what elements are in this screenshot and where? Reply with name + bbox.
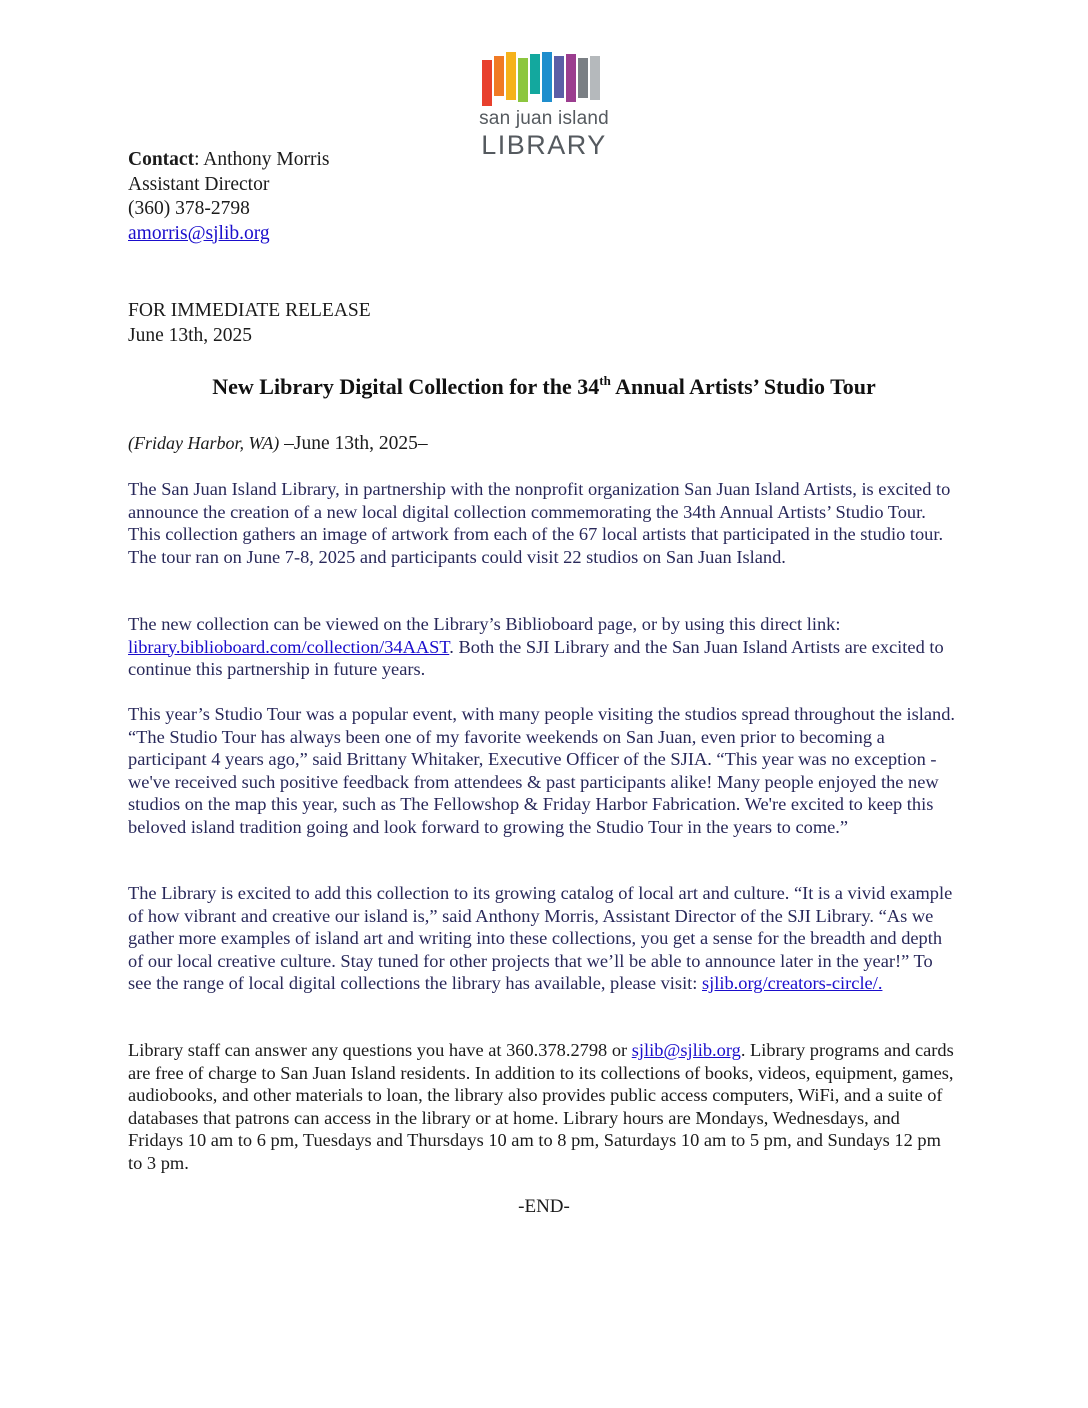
logo-bar bbox=[578, 58, 588, 98]
headline-superscript: th bbox=[599, 373, 611, 388]
logo-bar bbox=[506, 52, 516, 100]
logo-bar bbox=[518, 58, 528, 102]
contact-phone: (360) 378-2798 bbox=[128, 198, 250, 219]
contact-email-link[interactable]: amorris@sjlib.org bbox=[128, 222, 270, 244]
contact-block bbox=[128, 148, 330, 246]
logo-bar bbox=[542, 52, 552, 102]
headline: New Library Digital Collection for the 34th Annual Artists’ Studio Tour bbox=[212, 373, 876, 399]
biblioboard-link[interactable]: library.biblioboard.com/collection/34AAST bbox=[128, 636, 450, 657]
sjlib-email-link[interactable]: sjlib@sjlib.org bbox=[631, 1040, 741, 1060]
contact-label: Contact bbox=[128, 149, 195, 170]
logo-bar bbox=[482, 60, 492, 106]
paragraph-collection-link: The new collection can be viewed on the Library’s Biblioboard page, or by using this direct link: library.biblioboard.com/collection/34AAST. Both the SJI Library and the San Juan Island Artists are excited to continue this partnership in future years. bbox=[128, 614, 944, 679]
paragraph-intro: The San Juan Island Library, in partnership with the nonprofit organization San Juan Island Artists, is excited to announce the creation of a new local digital collection commemorating the 34th Annual Artists’ Studio Tour. This collection gathers an image of artwork from each of the 67 local artists that participated in the studio tour. The tour ran on June 7-8, 2025 and participants could visit 22 studios on San Juan Island. bbox=[128, 479, 951, 567]
contact-title: Assistant Director bbox=[128, 173, 270, 195]
library-logo bbox=[474, 52, 614, 162]
logo-text-line2: LIBRARY bbox=[481, 130, 607, 160]
logo-bar bbox=[554, 56, 564, 98]
logo-bar bbox=[530, 54, 540, 94]
logo-bars-icon bbox=[478, 52, 610, 106]
dateline bbox=[128, 433, 428, 455]
logo-text-line1: san juan island bbox=[479, 108, 609, 129]
paragraph-library-quote: The Library is excited to add this collection to its growing catalog of local art and culture. “It is a vivid example of how vibrant and creative our island is,” said Anthony Morris, Assistant Director of the SJI Library. “As we gather more examples of island art and writing into these collections, you get a sense for the breadth and depth of our local creative culture. Stay tuned for other projects that we’ll be able to announce later in the year!” To see the range of local digital collections the library has available, please visit: sjlib.org/creators-circle/. bbox=[128, 883, 953, 993]
logo-bar bbox=[590, 56, 600, 100]
logo-bar bbox=[566, 54, 576, 102]
release-date: June 13th, 2025 bbox=[128, 325, 253, 346]
logo-bar bbox=[494, 56, 504, 96]
dateline-place: (Friday Harbor, WA) bbox=[128, 433, 280, 453]
paragraph-library-info: Library staff can answer any questions you have at 360.378.2798 or sjlib@sjlib.org. Library programs and cards are free of charge to San Juan Island residents. In addition to its collections of books, videos, equipment, games, audiobooks, and other materials to loan, the library also provides public access computers, WiFi, and a suite of databases that patrons can access in the library or at home. Library hours are Mondays, Wednesdays, and Fridays 10 am to 6 pm, Tuesdays and Thursdays 10 am to 8 pm, Saturdays 10 am to 5 pm, and Sundays 12 pm to 3 pm. bbox=[128, 1040, 954, 1173]
creators-circle-link[interactable]: sjlib.org/creators-circle/. bbox=[702, 973, 883, 993]
end-mark: -END- bbox=[518, 1196, 570, 1217]
release-block bbox=[128, 298, 371, 348]
release-label: FOR IMMEDIATE RELEASE bbox=[128, 300, 371, 321]
dateline-date: –June 13th, 2025– bbox=[279, 433, 428, 454]
paragraph-studio-tour: This year’s Studio Tour was a popular event, with many people visiting the studios spread throughout the island. “The Studio Tour has always been one of my favorite weekends on San Juan, even prior to becoming a participant 4 years ago,” said Brittany Whitaker, Executive Officer of the SJIA. “This year was no exception - we've received such positive feedback from attendees & past participants alike! Many people enjoyed the new studios on the map this year, such as The Fellowshop & Friday Harbor Fabrication. We're excited to keep this beloved island tradition going and look forward to growing the Studio Tour in the years to come.” bbox=[128, 704, 956, 837]
contact-name: : Anthony Morris bbox=[194, 149, 330, 170]
contact-name-line bbox=[128, 148, 330, 173]
